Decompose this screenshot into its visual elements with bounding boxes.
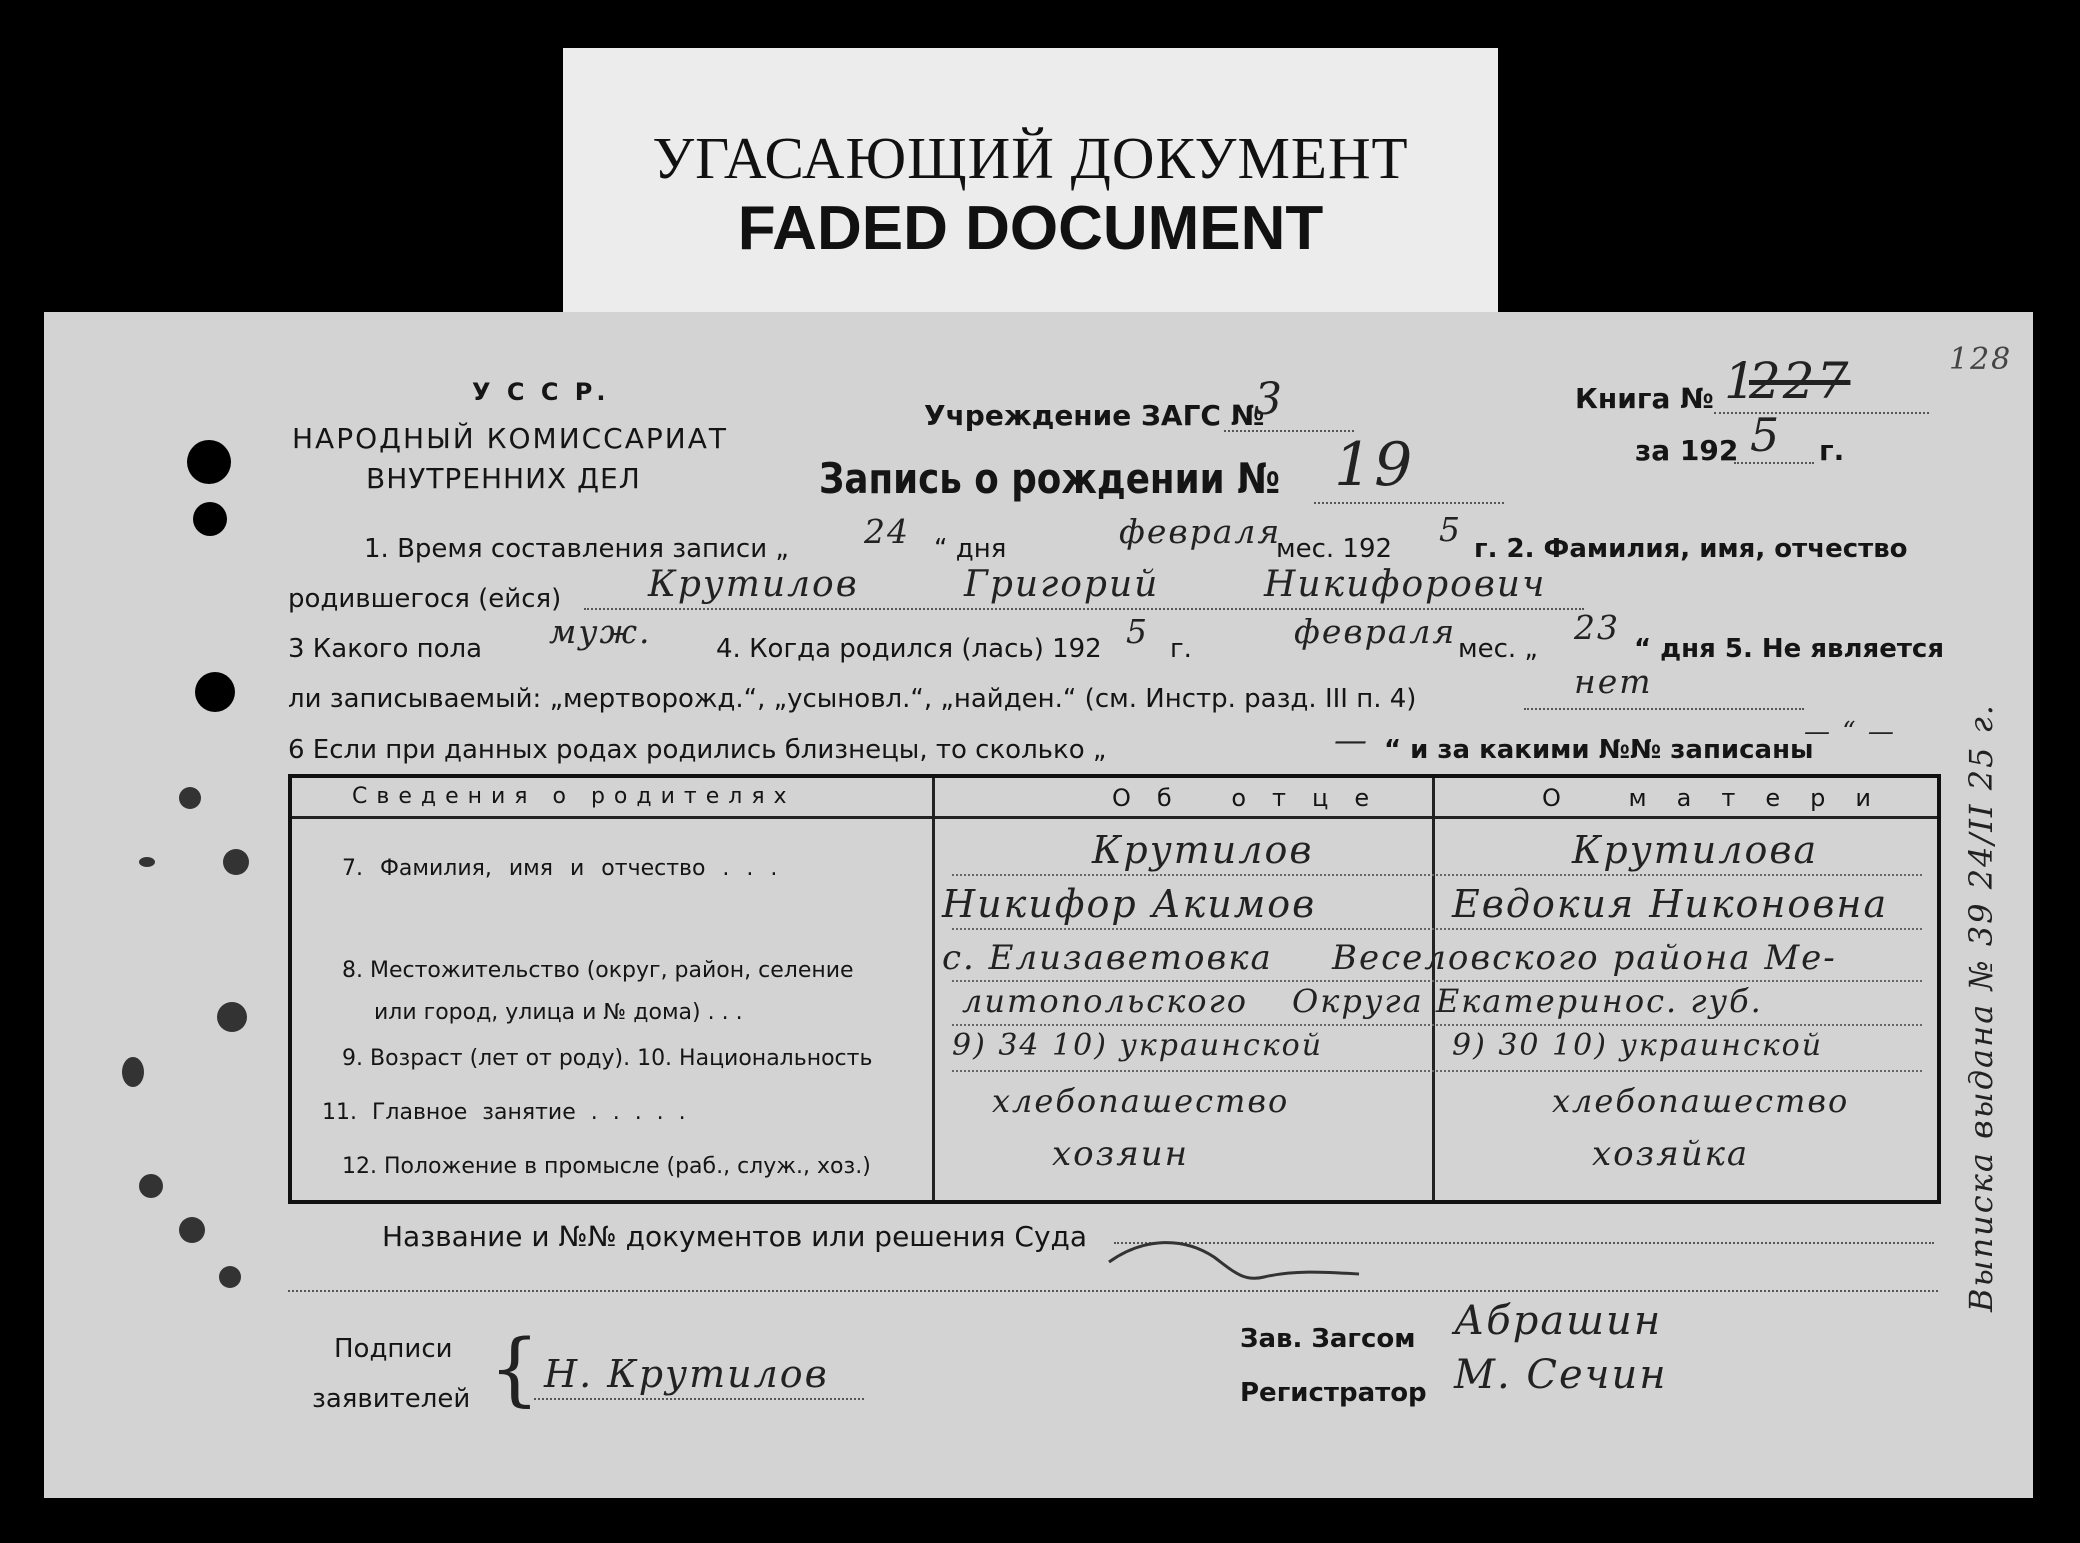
field2-label: родившегося (ейся): [288, 584, 562, 614]
signatures-label-2: заявителей: [312, 1384, 471, 1414]
stain: [223, 849, 249, 875]
field2-patronymic: Никифорович: [1264, 564, 1547, 605]
record-number-line: [1314, 502, 1504, 504]
stain: [219, 1266, 241, 1288]
year-digit: 5: [1750, 408, 1782, 462]
punch-hole-3: [195, 672, 235, 712]
field4-label: 4. Когда родился (лась) 192: [716, 634, 1102, 664]
registrar-label: Регистратор: [1240, 1378, 1427, 1408]
field3-value: муж.: [549, 612, 652, 651]
book-number: 1: [1724, 352, 1758, 410]
field4-day: 23: [1574, 608, 1620, 647]
stain: [179, 787, 201, 809]
column-head-info: Сведения о родителях: [352, 784, 796, 809]
row-line: [952, 1070, 1922, 1072]
row8-father: с. Елизаветовка: [942, 938, 1273, 978]
field6-mid: “ и за какими №№ записаны: [1384, 735, 1814, 765]
commissariat-line-1: НАРОДНЫЙ КОМИССАРИАТ: [292, 422, 728, 455]
row8b-label: или город, улица и № дома) . . .: [374, 1000, 743, 1025]
punch-hole-1: [187, 440, 231, 484]
field1-tail: г. 2. Фамилия, имя, отчество: [1474, 534, 1908, 564]
field6-label: 6 Если при данных родах родились близнецы, то сколько „: [288, 735, 1107, 765]
field1-day-suffix: “ дня: [934, 534, 1007, 564]
row9-label: 9. Возраст (лет от роду). 10. Национальность: [342, 1046, 873, 1071]
record-title: Запись о рождении №: [819, 454, 1280, 503]
stain: [122, 1057, 144, 1087]
signatures-label-1: Подписи: [334, 1334, 453, 1364]
row8-label: 8. Местожительство (округ, район, селение: [342, 958, 854, 983]
stain: [139, 1174, 163, 1198]
commissariat-line-2: ВНУТРЕННИХ ДЕЛ: [366, 462, 641, 495]
book-label: Книга №: [1575, 382, 1714, 415]
row9-father: 9) 34 10) украинской: [952, 1028, 1324, 1063]
stain: [139, 857, 155, 867]
field1-mes: мес. 192: [1276, 534, 1393, 564]
field5-line: [1524, 708, 1804, 710]
stain: [217, 1002, 247, 1032]
field1-year-digit: 5: [1439, 510, 1462, 549]
punch-hole-2: [193, 502, 227, 536]
field6-count: —: [1334, 720, 1369, 759]
row8b-father: литопольского: [962, 982, 1248, 1020]
field2-line: [584, 608, 1584, 610]
row8b-mother: Округа Екатеринос. губ.: [1292, 982, 1763, 1020]
margin-note: Выписка выдана № 39 24/II 25 г.: [1962, 703, 2000, 1312]
field5-value: нет: [1574, 662, 1653, 701]
republic-label: У С С Р.: [472, 378, 610, 406]
year-suffix: г.: [1819, 434, 1845, 467]
head-signature: Абрашин: [1454, 1298, 1663, 1344]
scribble-stroke: [1104, 1232, 1364, 1292]
row11-father: хлебопашество: [992, 1082, 1290, 1120]
year-prefix: за 192: [1635, 434, 1739, 467]
signatures-brace: {: [489, 1322, 540, 1415]
field5-label: ли записываемый: „мертворожд.“, „усыновл.“, „найден.“ (см. Инстр. разд. III п. 4): [288, 684, 1417, 714]
field2-surname: Крутилов: [648, 564, 859, 605]
row11-label: 11. Главное занятие . . . . .: [322, 1100, 686, 1125]
field4-year-digit: 5: [1126, 612, 1149, 651]
field6-nums: — “ —: [1804, 717, 1896, 747]
field4-mes: мес. „: [1458, 634, 1538, 664]
field4-g: г.: [1170, 634, 1192, 664]
row9-mother: 9) 30 10) украинской: [1452, 1028, 1824, 1063]
field1-day: 24: [864, 512, 910, 551]
table-header-rule: [292, 816, 1937, 819]
row7-mother: Крутилова: [1572, 828, 1819, 872]
row7-father: Крутилов: [1092, 828, 1314, 872]
row7-label: 7. Фамилия, имя и отчество . . .: [342, 856, 778, 881]
book-number-line: [1714, 412, 1929, 414]
field1-month: февраля: [1119, 512, 1282, 551]
row-line: [952, 928, 1922, 930]
field4-tail: “ дня 5. Не является: [1634, 634, 1945, 664]
column-head-father: Об отце: [1112, 784, 1396, 812]
row-line: [952, 1024, 1922, 1026]
row7b-mother: Евдокия Никоновна: [1452, 882, 1889, 926]
row12-mother: хозяйка: [1592, 1134, 1750, 1174]
record-number: 19: [1334, 430, 1415, 500]
row7b-father: Никифор Акимов: [942, 882, 1317, 926]
parents-table: [288, 774, 1941, 1204]
applicant-signature-line: [534, 1398, 864, 1400]
birth-record-card: [44, 312, 2033, 1498]
table-divider-1: [932, 778, 935, 1200]
field2-name: Григорий: [964, 564, 1160, 605]
zags-number: 3: [1254, 374, 1284, 425]
column-head-mother: О матери: [1542, 784, 1901, 812]
faded-label-ru: УГАСАЮЩИЙ ДОКУМЕНТ: [652, 125, 1409, 191]
faded-label-en: FADED DOCUMENT: [737, 194, 1324, 263]
head-label: Зав. Загсом: [1240, 1324, 1416, 1354]
stain: [179, 1217, 205, 1243]
archive-number: 128: [1949, 342, 2013, 377]
registrar-signature: М. Сечин: [1454, 1352, 1668, 1398]
book-number-struck: 227: [1749, 352, 1851, 410]
zags-label: Учреждение ЗАГС №: [924, 399, 1265, 432]
year-line: [1734, 462, 1814, 464]
row12-label: 12. Положение в промысле (раб., служ., хоз.): [342, 1154, 871, 1179]
applicant-signature: Н. Крутилов: [544, 1352, 829, 1396]
row8-mother: Веселовского района Ме-: [1332, 938, 1837, 978]
field4-month: февраля: [1294, 612, 1457, 651]
row-line: [952, 874, 1922, 876]
court-documents-label: Название и №№ документов или решения Суда: [382, 1220, 1088, 1253]
field3-label: 3 Какого пола: [288, 634, 483, 664]
faded-document-label: [563, 48, 1498, 316]
row12-father: хозяин: [1052, 1134, 1189, 1174]
row11-mother: хлебопашество: [1552, 1082, 1850, 1120]
field1-label: 1. Время составления записи „: [364, 534, 789, 564]
